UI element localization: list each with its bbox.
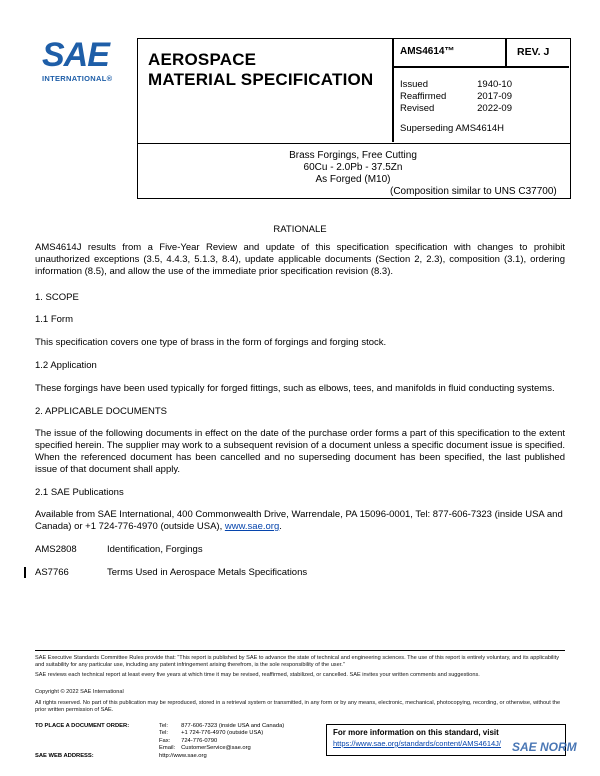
section-heading: 1.2 Application xyxy=(35,360,97,371)
reference-code: AMS2808 xyxy=(35,544,77,555)
header-divider xyxy=(505,38,507,66)
watermark-logo: SAE NORM xyxy=(512,740,577,754)
change-bar xyxy=(24,567,26,578)
title-line: Brass Forgings, Free Cutting xyxy=(289,150,417,161)
web-label: SAE WEB ADDRESS: xyxy=(35,752,94,759)
logo-brand: SAE xyxy=(42,36,109,74)
section-heading: 1.1 Form xyxy=(35,314,74,325)
date-list: Issued 1940-10 Reaffirmed 2017-09 Revised 2022-09 xyxy=(400,79,512,114)
section-text: The issue of the following documents in effect on the date of the purchase order forms a part of this specification to the extent specified herein. The supplier may work to a subsequent revision of a document unless a specific document issue is specified. When the referenced document has been cancelled and no superseding document has been specified, the last published issue of that document shall apply. xyxy=(35,428,565,475)
contact-table: TO PLACE A DOCUMENT ORDER: Tel: 877-606-7323 (inside USA and Canada) Tel: +1 724-776-4970 (outside USA) Fax: 724-776-0790 Email: CustomerService@sae.org SAE WEB ADDRESS: http://www.sae.org xyxy=(35,723,290,760)
section-text: This specification covers one type of brass in the form of forgings and forging stock. xyxy=(35,337,387,348)
rationale-text: AMS4614J results from a Five-Year Review and update of this specification specification with changes to prohibit unauthorized exceptions (3.5, 4.4.3, 5.1.3, 8.4), update applicable documents (Section 2, 2.3), composition (3.1), ordering information (8.5), and allow the use of the immediate prior specification revision (8.3). xyxy=(35,242,565,277)
footer-review: SAE reviews each technical report at least every five years at which time it may be revised, reaffirmed, stabilized, or cancelled. SAE invites your written comments and suggestions. xyxy=(35,672,480,678)
page-title: AEROSPACE MATERIAL SPECIFICATION xyxy=(148,50,374,89)
sae-website-link[interactable]: www.sae.org xyxy=(224,521,280,532)
sae-logo xyxy=(42,38,120,83)
document-number: AMS4614™ xyxy=(400,46,455,57)
footer-copyright: Copyright © 2022 SAE International xyxy=(35,689,124,695)
revision-label: REV. J xyxy=(517,46,550,58)
header-divider xyxy=(392,38,394,142)
reference-title: Terms Used in Aerospace Metals Specifications xyxy=(107,567,308,578)
standard-url-link[interactable]: https://www.sae.org/standards/content/AMS4614J/ xyxy=(333,739,502,748)
footer-rules: SAE Executive Standards Committee Rules provide that: “This report is published by SAE to advance the state of technical and engineering sciences. The use of this report is entirely voluntary, and its applicability and suitability for any particular use, including any patent infringement arising therefrom, is the sole responsibility of the user.” xyxy=(35,655,560,668)
reference-row xyxy=(35,544,565,556)
logo-subtitle: INTERNATIONAL® xyxy=(42,74,113,83)
section-heading: 2.1 SAE Publications xyxy=(35,487,124,498)
footer-rights: All rights reserved. No part of this publication may be reproduced, stored in a retrieval system or transmitted, in any form or by any means, electronic, mechanical, photocopying, recording, or otherwise, without the prior written permission of SAE. xyxy=(35,700,561,713)
title-line: As Forged (M10) xyxy=(315,174,391,185)
section-heading: 2. APPLICABLE DOCUMENTS xyxy=(35,406,167,417)
section-text: Available from SAE International, 400 Commonwealth Drive, Warrendale, PA 15096-0001, Tel: 877-606-7323 (inside USA and Canada) or +1 724-776-4970 (outside USA), www.sae.org. xyxy=(35,509,563,532)
footer-divider xyxy=(35,650,565,651)
section-heading: 1. SCOPE xyxy=(35,292,79,303)
info-title: For more information on this standard, visit xyxy=(333,728,499,737)
reference-code: AS7766 xyxy=(35,567,69,578)
email-link[interactable]: CustomerService@sae.org xyxy=(181,745,251,752)
reference-title: Identification, Forgings xyxy=(107,544,203,555)
header-divider xyxy=(392,66,569,68)
section-text: These forgings have been used typically for forged fittings, such as elbows, tees, and manifolds in fluid conducting systems. xyxy=(35,383,555,394)
web-link[interactable]: http://www.sae.org xyxy=(159,752,207,759)
title-line: (Composition similar to UNS C37700) xyxy=(390,186,557,197)
title-line: 60Cu - 2.0Pb - 37.5Zn xyxy=(303,162,403,173)
reference-row xyxy=(35,567,565,579)
superseding-note: Superseding AMS4614H xyxy=(400,123,505,134)
order-label: TO PLACE A DOCUMENT ORDER: xyxy=(35,723,130,729)
rationale-heading: RATIONALE xyxy=(273,224,327,235)
